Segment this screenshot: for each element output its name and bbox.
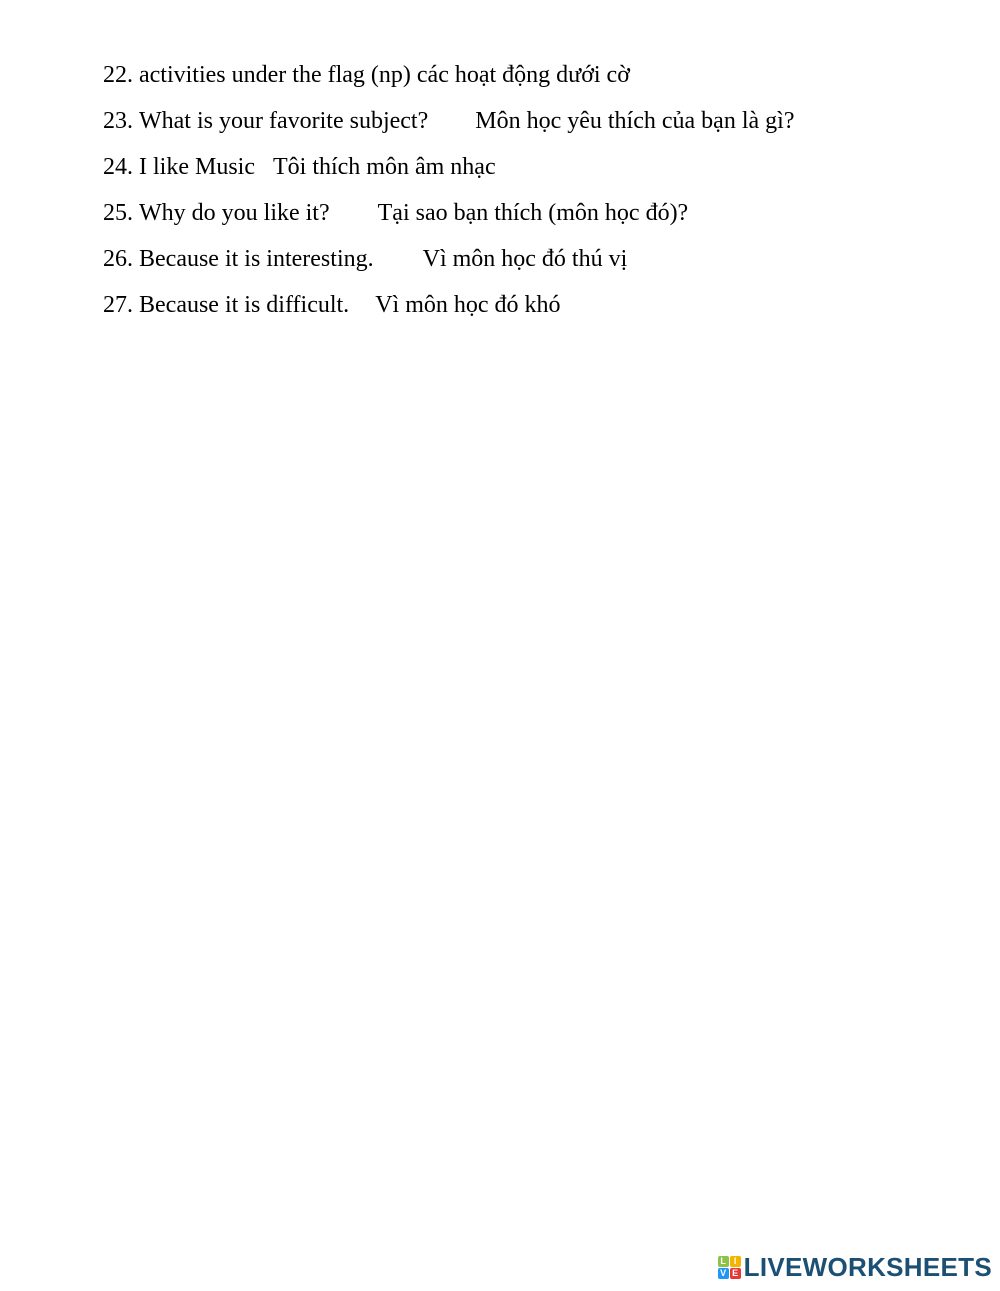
liveworksheets-watermark — [718, 1252, 992, 1283]
watermark-text: LIVEWORKSHEETS — [743, 1252, 992, 1282]
english-phrase: Because it is interesting. — [139, 246, 374, 272]
vietnamese-translation: Tôi thích môn âm nhạc — [272, 154, 496, 180]
vocab-line-27 — [103, 288, 794, 334]
vietnamese-translation: Vì môn học đó khó — [375, 292, 561, 318]
vocabulary-list — [103, 58, 794, 334]
vocab-line-22 — [103, 58, 794, 104]
line-number: 27. — [103, 292, 133, 318]
english-phrase: What is your favorite subject? — [139, 108, 429, 134]
line-number: 23. — [103, 108, 133, 134]
line-number: 26. — [103, 246, 133, 272]
vocab-line-23 — [103, 104, 794, 150]
liveworksheets-logo-icon — [718, 1256, 741, 1279]
english-phrase: I like Music — [139, 154, 255, 180]
english-phrase: Because it is difficult. — [139, 292, 350, 318]
line-number: 25. — [103, 200, 133, 226]
english-phrase: Why do you like it? — [139, 200, 330, 226]
logo-block: V — [718, 1268, 729, 1279]
logo-block: L — [718, 1256, 729, 1267]
vocab-line-26 — [103, 242, 794, 288]
vietnamese-translation: Tại sao bạn thích (môn học đó)? — [377, 200, 689, 226]
vocab-line-24 — [103, 150, 794, 196]
logo-block: E — [730, 1268, 741, 1279]
logo-block: I — [730, 1256, 741, 1267]
vietnamese-translation: Môn học yêu thích của bạn là gì? — [475, 108, 795, 134]
vocab-line-25 — [103, 196, 794, 242]
line-number: 22. — [103, 62, 133, 88]
english-phrase: activities under the flag (np) — [139, 62, 411, 88]
vietnamese-translation: Vì môn học đó thú vị — [422, 246, 628, 272]
line-number: 24. — [103, 154, 133, 180]
vietnamese-translation: các hoạt động dưới cờ — [416, 62, 630, 88]
